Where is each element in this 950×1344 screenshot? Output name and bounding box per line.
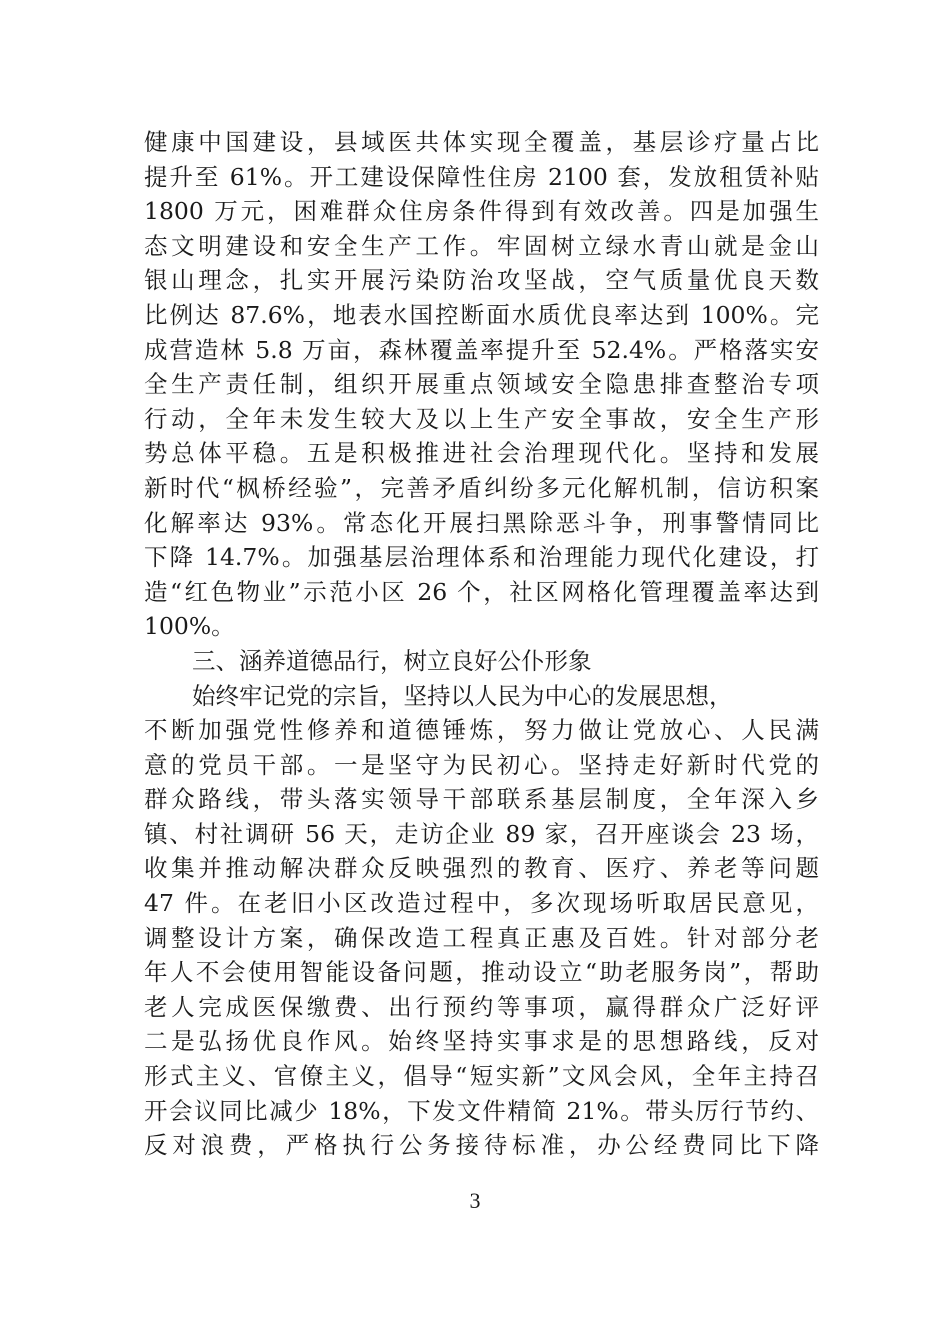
- text-line: 银山理念，扎实开展污染防治攻坚战，空气质量优良天数: [144, 266, 819, 295]
- text-line: 47 件。在老旧小区改造过程中，多次现场听取居民意见，: [144, 889, 819, 918]
- text-line: 调整设计方案，确保改造工程真正惠及百姓。针对部分老: [144, 923, 819, 952]
- text-line: 成营造林 5.8 万亩，森林覆盖率提升至 52.4%。严格落实安: [144, 335, 819, 364]
- text-line: 100%。: [144, 612, 235, 641]
- text-line: 化解率达 93%。常态化开展扫黑除恶斗争，刑事警情同比: [144, 508, 819, 537]
- text-line: 1800 万元，困难群众住房条件得到有效改善。四是加强生: [144, 197, 819, 226]
- text-line: 健康中国建设，县域医共体实现全覆盖，基层诊疗量占比: [144, 128, 819, 156]
- text-line: 全生产责任制，组织开展重点领域安全隐患排查整治专项: [144, 370, 819, 399]
- text-line: 开会议同比减少 18%，下发文件精简 21%。带头厉行节约、: [144, 1096, 819, 1125]
- text-line: 提升至 61%。开工建设保障性住房 2100 套，发放租赁补贴: [144, 162, 819, 191]
- text-line: 态文明建设和安全生产工作。牢固树立绿水青山就是金山: [144, 231, 819, 260]
- text-line: 新时代“枫桥经验”，完善矛盾纠纷多元化解机制，信访积案: [144, 473, 819, 502]
- text-line: 镇、村社调研 56 天，走访企业 89 家，召开座谈会 23 场，: [144, 819, 819, 848]
- text-line: 收集并推动解决群众反映强烈的教育、医疗、养老等问题: [144, 854, 819, 883]
- body-text: [144, 125, 819, 1163]
- text-line: 造“红色物业”示范小区 26 个，社区网格化管理覆盖率达到: [144, 577, 819, 606]
- text-line: 意的党员干部。一是坚守为民初心。坚持走好新时代党的: [144, 750, 819, 779]
- text-line: 比例达 87.6%，地表水国控断面水质优良率达到 100%。完: [144, 300, 819, 329]
- text-line: 不断加强党性修养和道德锤炼，努力做让党放心、人民满: [144, 716, 819, 745]
- text-line: 行动，全年未发生较大及以上生产安全事故，安全生产形: [144, 404, 819, 433]
- text-line: 二是弘扬优良作风。始终坚持实事求是的思想路线，反对: [144, 1027, 819, 1056]
- section-heading: 三、涵养道德品行，树立良好公仆形象: [192, 646, 592, 675]
- page-number: 3: [469, 1188, 481, 1213]
- text-line: 老人完成医保缴费、出行预约等事项，赢得群众广泛好评: [144, 992, 819, 1021]
- text-line: 群众路线，带头落实领导干部联系基层制度，全年深入乡: [144, 785, 819, 814]
- text-line: 年人不会使用智能设备问题，推动设立“助老服务岗”，帮助: [144, 958, 819, 987]
- text-line: 反对浪费，严格执行公务接待标准，办公经费同比下降: [144, 1131, 819, 1160]
- text-line: 势总体平稳。五是积极推进社会治理现代化。坚持和发展: [144, 439, 819, 468]
- text-line: 下降 14.7%。加强基层治理体系和治理能力现代化建设，打: [144, 543, 819, 572]
- text-line: 始终牢记党的宗旨，坚持以人民为中心的发展思想，: [192, 681, 733, 710]
- text-line: 形式主义、官僚主义，倡导“短实新”文风会风，全年主持召: [144, 1062, 819, 1091]
